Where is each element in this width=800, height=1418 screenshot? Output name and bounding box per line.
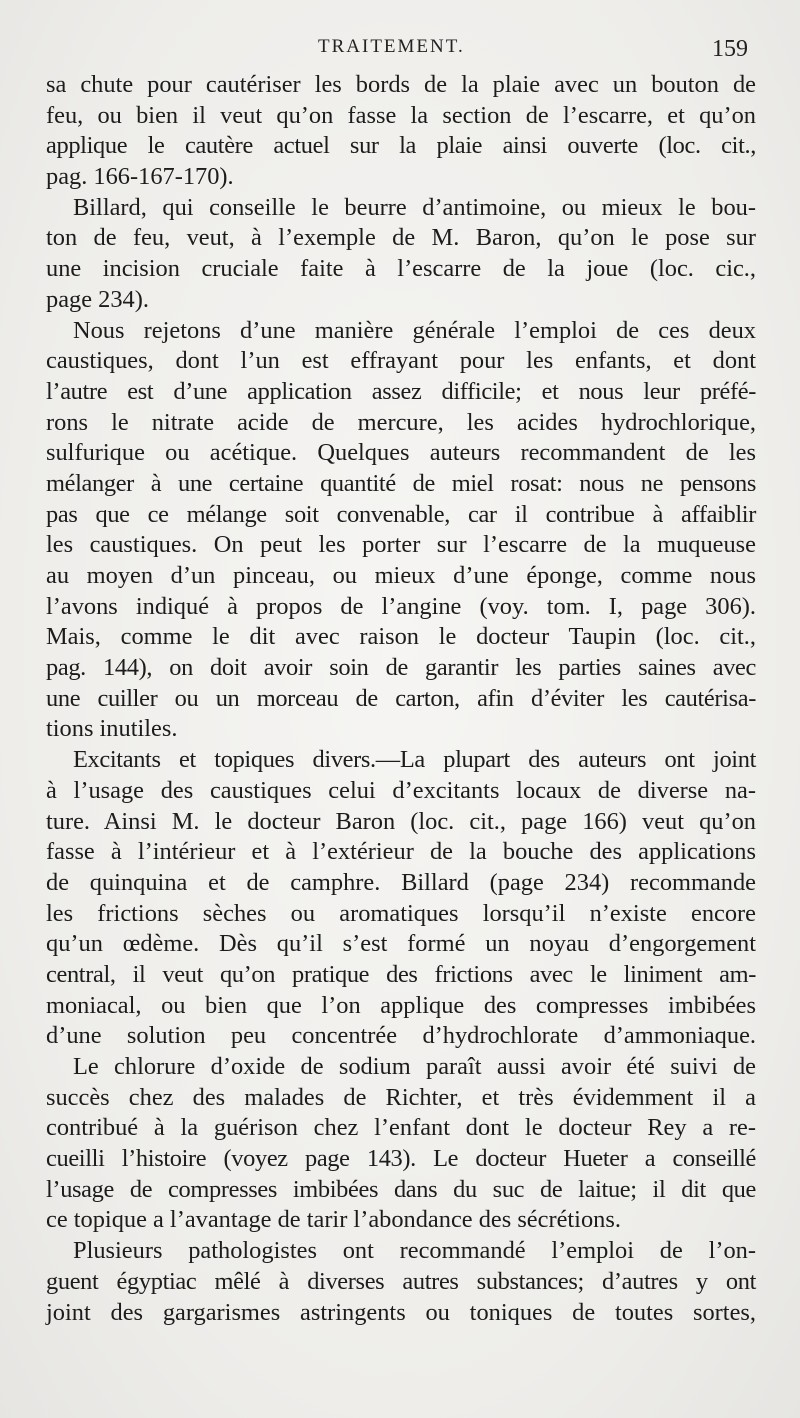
text-line: sulfurique ou acétique. Quelques auteurs recommandent de les — [46, 439, 756, 467]
text-line: Nous rejetons d’une manière générale l’emploi de ces deux — [73, 316, 756, 344]
body-text — [46, 70, 756, 1328]
text-line: l’autre est d’une application assez difficile; et nous leur préfé- — [46, 377, 756, 405]
text-line: les frictions sèches ou aromatiques lorsqu’il n’existe encore — [46, 899, 756, 927]
text-line: pas que ce mélange soit convenable, car il contribue à affaiblir — [46, 500, 756, 528]
text-line: ture. Ainsi M. le docteur Baron (loc. cit., page 166) veut qu’on — [46, 807, 756, 835]
text-line: l’avons indiqué à propos de l’angine (voy. tom. I, page 306). — [46, 592, 756, 620]
text-line: ce topique a l’avantage de tarir l’abondance des sécrétions. — [46, 1206, 621, 1234]
text-line: applique le cautère actuel sur la plaie ainsi ouverte (loc. cit., — [46, 132, 756, 160]
text-line: Plusieurs pathologistes ont recommandé l’emploi de l’on- — [73, 1237, 756, 1265]
text-line: contribué à la guérison chez l’enfant dont le docteur Rey a re- — [46, 1114, 756, 1142]
text-line: Billard, qui conseille le beurre d’antimoine, ou mieux le bou- — [73, 193, 756, 221]
text-line: page 234). — [46, 285, 149, 313]
text-line: de quinquina et de camphre. Billard (page 234) recommande — [46, 868, 756, 896]
text-line: joint des gargarismes astringents ou toniques de toutes sortes, — [46, 1298, 756, 1326]
text-line: d’une solution peu concentrée d’hydrochlorate d’ammoniaque. — [46, 1022, 756, 1050]
text-line: Excitants et topiques divers.—La plupart des auteurs ont joint — [73, 746, 756, 774]
text-line: sa chute pour cautériser les bords de la plaie avec un bouton de — [46, 71, 756, 98]
text-line: feu, ou bien il veut qu’on fasse la section de l’escarre, et qu’on — [46, 101, 756, 129]
text-line: mélanger à une certaine quantité de miel rosat: nous ne pensons — [46, 469, 756, 497]
text-line: moniacal, ou bien que l’on applique des compresses imbibées — [46, 991, 756, 1019]
text-line: fasse à l’intérieur et à l’extérieur de la bouche des applications — [46, 838, 756, 866]
running-title: TRAITEMENT. — [318, 36, 465, 57]
text-line: qu’un œdème. Dès qu’il s’est formé un noyau d’engorgement — [46, 930, 756, 958]
text-line: pag. 144), on doit avoir soin de garantir les parties saines avec — [46, 654, 756, 682]
text-line: à l’usage des caustiques celui d’excitants locaux de diverse na- — [46, 776, 756, 804]
text-line: cueilli l’histoire (voyez page 143). Le docteur Hueter a conseillé — [46, 1145, 756, 1173]
text-line: tions inutiles. — [46, 715, 178, 743]
text-line: central, il veut qu’on pratique des frictions avec le liniment am- — [46, 960, 756, 988]
text-line: une incision cruciale faite à l’escarre de la joue (loc. cic., — [46, 255, 756, 283]
text-line: guent égyptiac mêlé à diverses autres substances; d’autres y ont — [46, 1267, 756, 1295]
text-line: caustiques, dont l’un est effrayant pour les enfants, et dont — [46, 347, 756, 375]
page-number: 159 — [712, 36, 748, 62]
text-line: une cuiller ou un morceau de carton, afin d’éviter les cautérisa- — [46, 684, 756, 712]
text-line: Le chlorure d’oxide de sodium paraît aussi avoir été suivi de — [73, 1053, 756, 1080]
text-line: pag. 166-167-170). — [46, 163, 234, 191]
text-line: ton de feu, veut, à l’exemple de M. Baron, qu’on le pose sur — [46, 224, 756, 252]
running-head — [0, 34, 800, 64]
text-line: l’usage de compresses imbibées dans du suc de laitue; il dit que — [46, 1175, 756, 1203]
text-line: succès chez des malades de Richter, et très évidemment il a — [46, 1083, 756, 1111]
text-line: les caustiques. On peut les porter sur l’escarre de la muqueuse — [46, 531, 756, 559]
text-line: rons le nitrate acide de mercure, les acides hydrochlorique, — [46, 408, 756, 436]
text-line: au moyen d’un pinceau, ou mieux d’une éponge, comme nous — [46, 562, 756, 589]
text-line: Mais, comme le dit avec raison le docteur Taupin (loc. cit., — [46, 623, 756, 651]
